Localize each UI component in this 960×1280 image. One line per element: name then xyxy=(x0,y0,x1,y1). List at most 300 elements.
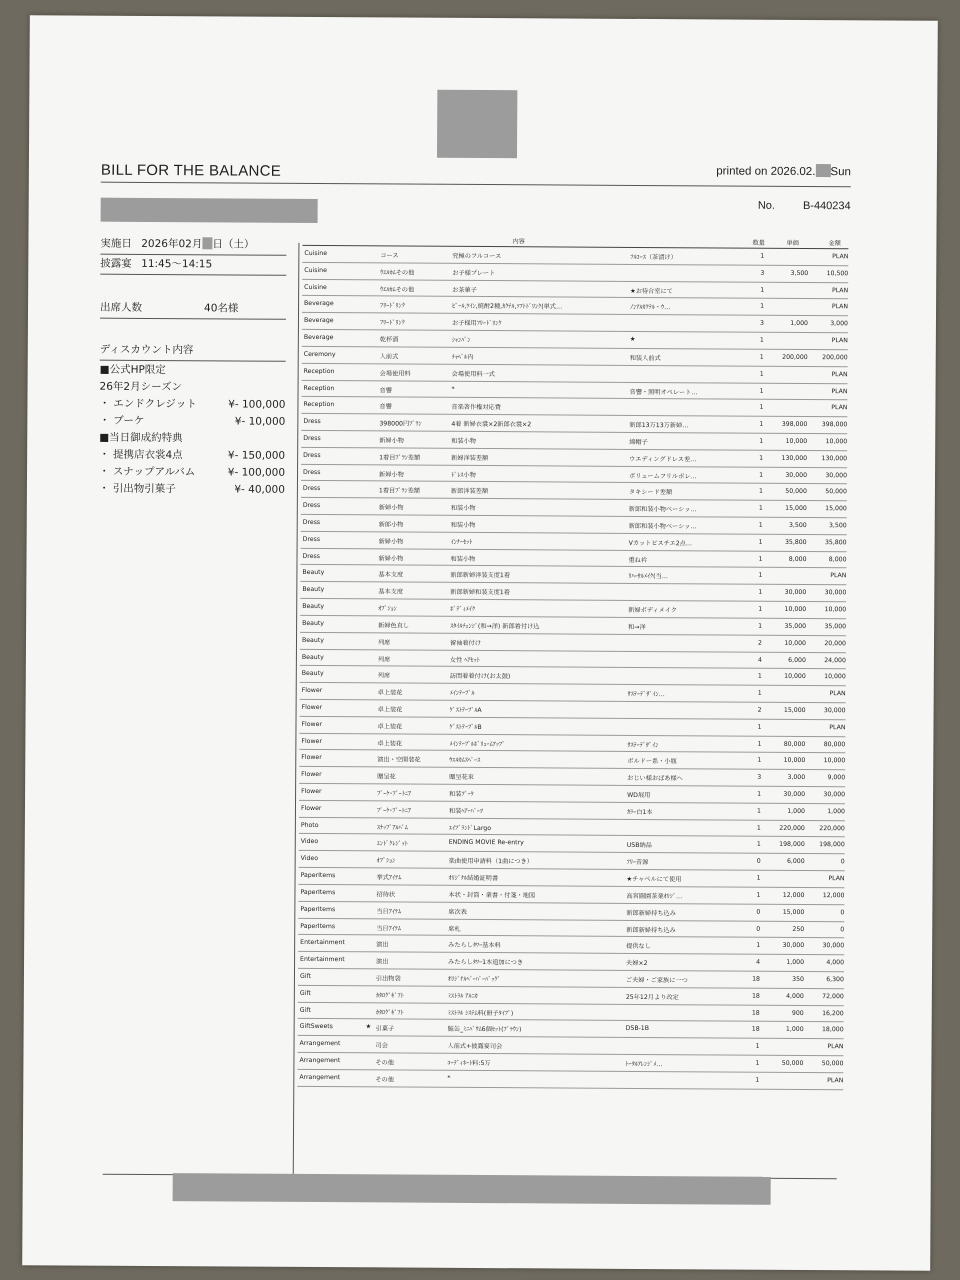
row-category: Reception xyxy=(303,401,335,409)
discount-value: ¥- 100,000 xyxy=(227,466,286,479)
row-unit-price: 30,000 xyxy=(785,471,808,479)
row-amount: PLAN xyxy=(829,723,846,731)
row-quantity: 3 xyxy=(757,773,762,781)
row-quantity: 1 xyxy=(756,874,761,882)
row-amount: 200,000 xyxy=(822,353,848,362)
guests-row xyxy=(100,300,286,318)
event-date-suffix: 日（土） xyxy=(212,238,255,251)
row-quantity: 1 xyxy=(758,504,763,512)
row-category: Entertainment xyxy=(300,939,345,947)
row-amount: 6,300 xyxy=(826,976,844,984)
row-note xyxy=(628,723,748,724)
row-description: みたらしﾀﾜｰ基本料 xyxy=(448,942,501,950)
row-item: 挙式ｱｲﾃﾑ xyxy=(376,874,402,882)
row-description: ENDING MOVIE Re-entry xyxy=(448,839,524,847)
row-description: * xyxy=(451,385,455,393)
row-quantity: 1 xyxy=(758,622,763,630)
row-note xyxy=(628,672,748,673)
row-item: その他 xyxy=(375,1059,395,1067)
row-description: ﾎﾞﾃﾞｨﾒｲｸ xyxy=(450,605,475,614)
row-note xyxy=(628,706,748,707)
row-description: 新郎新婦和装支度1着 xyxy=(450,589,510,597)
discount-item xyxy=(100,379,286,397)
row-amount: 24,000 xyxy=(824,656,846,664)
row-unit-price: 30,000 xyxy=(783,790,806,798)
bill-number xyxy=(758,200,851,213)
row-quantity: 1 xyxy=(755,1076,760,1084)
redacted-logo xyxy=(437,90,517,158)
row-item: 新婦小物 xyxy=(378,504,404,512)
row-note: WD展用 xyxy=(627,791,651,800)
row-note: ★チャペルにて使用 xyxy=(626,875,682,884)
row-description: 音楽著作権対応費 xyxy=(451,404,501,412)
event-date-label: 実施日 xyxy=(100,237,132,250)
row-item: 司会 xyxy=(375,1042,388,1050)
row-quantity: 1 xyxy=(756,891,761,899)
row-description: お茶菓子 xyxy=(452,286,477,294)
row-item: 演出 xyxy=(376,958,389,966)
row-unit-price: 220,000 xyxy=(779,824,805,832)
header-amt: 金額 xyxy=(828,240,841,248)
row-unit-price: 30,000 xyxy=(784,589,807,597)
row-note: 綿帽子 xyxy=(629,438,648,446)
row-unit-price: 1,000 xyxy=(785,1026,804,1034)
row-item: 新婦小物 xyxy=(378,555,404,563)
row-item: 当日ｱｲﾃﾑ xyxy=(376,924,402,933)
row-amount: 0 xyxy=(840,925,845,933)
row-category: Arrangement xyxy=(299,1040,341,1048)
row-category: Entertainment xyxy=(300,956,345,964)
row-amount: 10,000 xyxy=(824,673,846,681)
row-amount: 50,000 xyxy=(825,488,847,496)
row-category: Photo xyxy=(300,821,319,829)
row-item: ｶﾀﾛｸﾞｷﾞﾌﾄ xyxy=(375,1008,404,1017)
row-note: ﾌﾘｰ音源 xyxy=(626,859,649,867)
row-amount: 220,000 xyxy=(819,824,845,832)
row-unit-price: 900 xyxy=(791,1009,804,1017)
row-amount: 35,800 xyxy=(824,538,847,547)
row-unit-price: 6,000 xyxy=(786,858,805,866)
discount-value: ¥- 10,000 xyxy=(234,415,286,428)
row-unit-price: 8,000 xyxy=(788,555,807,563)
row-category: Flower xyxy=(300,804,322,812)
row-amount: 198,000 xyxy=(819,841,845,849)
row-category: Beverage xyxy=(303,317,334,325)
row-unit-price: 10,000 xyxy=(785,437,808,445)
row-description: 訪問着着付け(お太鼓) xyxy=(449,673,511,681)
row-note: ﾌﾙｺｰｽ（茶漬け） xyxy=(630,253,677,262)
row-amount: PLAN xyxy=(831,337,848,345)
row-description: 本状・封筒・業書・付箋・地図 xyxy=(448,891,536,900)
discount-label: ・ 提携店衣裳4点 xyxy=(99,448,183,462)
row-quantity: 0 xyxy=(756,925,761,933)
row-category: Beauty xyxy=(302,619,324,627)
row-amount: 0 xyxy=(840,908,845,916)
redacted-customer-name xyxy=(101,198,318,223)
row-item: 卓上装花 xyxy=(377,723,403,731)
row-amount: PLAN xyxy=(831,404,848,412)
row-unit-price: 6,000 xyxy=(788,656,806,664)
printed-suffix: Sun xyxy=(830,166,851,179)
row-quantity: 1 xyxy=(758,521,763,529)
row-item: コース xyxy=(380,252,399,260)
row-item: 列席 xyxy=(377,672,391,680)
event-date-row xyxy=(100,236,286,254)
row-category: Video xyxy=(300,855,319,863)
row-note xyxy=(625,1076,745,1077)
row-item: ｶﾀﾛｸﾞｷﾞﾌﾄ xyxy=(375,992,404,1000)
row-category: Gift xyxy=(299,972,311,980)
row-item: 基本支度 xyxy=(378,571,404,579)
row-description: ｹﾞｽﾄﾃｰﾌﾞﾙA xyxy=(449,706,482,714)
row-unit-price: 50,000 xyxy=(781,1059,804,1067)
redacted-day xyxy=(815,164,830,177)
row-category: Video xyxy=(300,838,319,846)
row-description: 女性 ﾍｱｾｯﾄ xyxy=(449,656,480,664)
discount-list xyxy=(99,362,286,499)
bill-title: BILL FOR THE BALANCE xyxy=(100,161,282,180)
row-note: 新郎和装小物ベーシッ… xyxy=(628,522,697,531)
row-item: その他 xyxy=(375,1076,394,1084)
row-amount: 30,000 xyxy=(824,589,847,597)
row-quantity: 1 xyxy=(758,538,763,546)
row-category: Flower xyxy=(301,687,323,695)
row-unit-price: 4,000 xyxy=(786,992,804,1000)
row-quantity: 1 xyxy=(760,286,765,294)
row-note: Vカットビスチエ2点… xyxy=(628,539,693,548)
row-description: 和装小物 xyxy=(450,555,476,563)
row-category: PaperItems xyxy=(300,888,336,896)
row-quantity: 1 xyxy=(759,420,764,428)
row-amount: PLAN xyxy=(828,875,845,883)
row-category: GiftSweets xyxy=(299,1023,333,1031)
row-item: 卓上装花 xyxy=(377,706,403,714)
row-amount: 1,000 xyxy=(827,807,845,816)
discount-label: ■当日御成約特典 xyxy=(99,431,183,445)
row-amount: 30,000 xyxy=(825,471,848,479)
row-category: Flower xyxy=(301,787,322,796)
row-note: 新郎和装小物ベーシッ… xyxy=(628,506,697,514)
row-description: 人前式+披露宴司会 xyxy=(447,1042,503,1051)
row-description: 新婦洋装差額 xyxy=(451,454,489,462)
row-description: みたらしﾀﾜｰ1本追加につき xyxy=(448,958,524,967)
row-category: Beauty xyxy=(301,636,324,644)
row-amount: PLAN xyxy=(827,1076,844,1085)
row-unit-price: 10,000 xyxy=(783,757,806,765)
row-category: Beauty xyxy=(302,569,325,577)
row-quantity: 1 xyxy=(757,673,762,681)
discount-label: 26年2月シーズン xyxy=(99,380,183,394)
header-rule xyxy=(101,182,851,188)
row-amount: 72,000 xyxy=(822,992,844,1000)
row-quantity: 1 xyxy=(758,555,763,563)
row-quantity: 1 xyxy=(760,252,765,260)
row-unit-price: 3,500 xyxy=(788,521,807,529)
row-category: Arrangement xyxy=(299,1073,341,1081)
row-category: Flower xyxy=(301,754,322,762)
row-category: Dress xyxy=(303,468,321,476)
row-note: USB納品 xyxy=(626,842,652,850)
row-item: 1着目ﾌﾟﾗﾝ差額 xyxy=(378,487,421,496)
row-description: ﾁｬﾍﾟﾙ内 xyxy=(451,353,474,361)
guests-label: 出席人数 xyxy=(100,301,143,314)
row-unit-price: 350 xyxy=(792,975,804,983)
row-amount: 35,000 xyxy=(824,622,847,631)
row-item: 新郎小物 xyxy=(378,521,404,529)
row-category: Dress xyxy=(303,418,321,426)
row-category: Beauty xyxy=(301,653,324,661)
row-unit-price: 130,000 xyxy=(781,454,808,462)
row-description: 新郎新婦洋装支度1着 xyxy=(450,572,511,580)
row-unit-price: 30,000 xyxy=(782,942,805,950)
row-item: ｳｴﾙｶﾑその他 xyxy=(380,269,415,277)
row-note: ご夫婦・ご家族に一つ xyxy=(625,976,688,985)
row-note xyxy=(628,588,748,589)
discount-item xyxy=(99,481,285,499)
discount-label: ・ スナップアルバム xyxy=(99,465,196,479)
row-mark: ★ xyxy=(365,1023,372,1031)
row-quantity: 1 xyxy=(757,807,762,815)
row-unit-price: 10,000 xyxy=(784,639,807,647)
row-item: 引菓子 xyxy=(375,1025,395,1033)
row-description: 新郎洋装差額 xyxy=(450,488,489,496)
summary-panel xyxy=(99,236,287,499)
row-unit-price: 15,000 xyxy=(785,505,807,513)
row-note: DSB-1B xyxy=(625,1025,650,1033)
row-category: Dress xyxy=(303,434,321,442)
row-description: 会場使用料一式 xyxy=(451,370,495,378)
row-item: 1着目ﾌﾟﾗﾝ差額 xyxy=(379,454,421,462)
row-category: Dress xyxy=(302,552,320,560)
row-amount: 16,200 xyxy=(822,1009,844,1017)
row-category: Gift xyxy=(299,989,311,997)
row-item: 招待状 xyxy=(376,891,396,899)
row-item: 当日ｱｲﾃﾑ xyxy=(376,908,402,916)
row-description: 4着 新婦衣裳×2新郎衣裳×2 xyxy=(451,420,532,429)
row-note: ウエディングドレス差… xyxy=(629,455,697,464)
row-description: ｵﾘｼﾞﾅﾙﾍﾟｰﾊﾟｰﾊﾞｯｸﾞ xyxy=(447,975,501,984)
row-quantity: 2 xyxy=(757,706,762,714)
row-amount: 50,000 xyxy=(821,1060,844,1068)
row-note xyxy=(626,1008,746,1009)
bill-paper xyxy=(22,15,938,1271)
row-note: 夫婦×2 xyxy=(626,960,648,968)
row-description: ｳｴﾙｶﾑｽﾍﾟｰｽ xyxy=(449,757,481,765)
printed-date xyxy=(716,163,851,178)
row-category: PaperItems xyxy=(300,905,336,913)
row-item: 人前式 xyxy=(379,353,399,361)
row-note: 25年12月より改定 xyxy=(625,993,679,1001)
row-quantity: 1 xyxy=(755,1042,760,1050)
row-note: 音響・照明オペレート… xyxy=(629,388,698,396)
row-amount: 20,000 xyxy=(824,639,847,647)
header-unit: 単価 xyxy=(786,239,799,247)
row-note xyxy=(628,639,748,640)
row-amount: 10,000 xyxy=(825,438,848,446)
row-quantity: 1 xyxy=(758,488,763,496)
bill-number-label: No. xyxy=(757,199,775,212)
row-description: 席札 xyxy=(448,925,461,933)
bill-table xyxy=(297,233,848,1090)
row-description: ｲﾝﾅｰｾｯﾄ xyxy=(450,538,473,546)
row-amount: PLAN xyxy=(831,387,848,395)
discount-item xyxy=(99,413,285,431)
row-category: Dress xyxy=(302,535,321,543)
row-quantity: 2 xyxy=(758,639,763,647)
row-amount: 18,000 xyxy=(821,1026,844,1034)
row-category: Dress xyxy=(303,451,321,459)
row-description: 和装ﾍｱｰﾊﾟｰﾂ xyxy=(448,807,484,815)
row-unit-price: 15,000 xyxy=(782,908,805,916)
row-description: 和装小物 xyxy=(450,505,476,513)
row-category: Beverage xyxy=(304,300,334,308)
row-item: 新婦小物 xyxy=(379,470,404,479)
row-amount: PLAN xyxy=(831,303,849,311)
discount-value: ¥- 150,000 xyxy=(227,449,286,462)
row-item: 卓上装花 xyxy=(377,689,403,697)
row-unit-price: 35,000 xyxy=(784,622,807,630)
row-item: 演出・空間装花 xyxy=(377,756,421,765)
row-category: Reception xyxy=(303,384,335,392)
header-qty: 数量 xyxy=(752,239,765,247)
row-item: 引出物袋 xyxy=(375,975,401,983)
row-note xyxy=(630,269,750,270)
row-note: 和装人前式 xyxy=(629,354,661,362)
row-item: ﾌﾘｰﾄﾞﾘﾝｸ xyxy=(380,302,405,310)
row-description: ﾄﾞﾚｽ小物 xyxy=(451,471,476,479)
row-quantity: 1 xyxy=(760,303,765,311)
row-quantity: 4 xyxy=(757,656,762,664)
row-quantity: 1 xyxy=(757,723,762,731)
row-amount: 398,000 xyxy=(821,421,848,429)
row-category: PaperItems xyxy=(300,922,336,930)
row-amount: 4,000 xyxy=(826,959,845,967)
row-amount: PLAN xyxy=(829,690,846,698)
row-amount: 8,000 xyxy=(828,555,847,563)
row-note: 高宮圓園茶業ｵﾘｼﾞ… xyxy=(626,892,683,901)
row-quantity: 1 xyxy=(758,605,763,613)
row-note xyxy=(630,370,750,371)
row-unit-price: 198,000 xyxy=(779,841,805,849)
row-item: ｽﾅｯﾌﾟｱﾙﾊﾞﾑ xyxy=(376,823,408,832)
redacted-event-day xyxy=(202,237,212,249)
row-quantity: 4 xyxy=(756,958,761,966)
row-note: ﾘﾊｰｻﾙﾒｲｸ(当… xyxy=(628,573,668,581)
row-category: PaperItems xyxy=(300,871,336,880)
row-amount: PLAN xyxy=(831,286,849,294)
row-quantity: 1 xyxy=(758,572,763,580)
row-description: 和装小物 xyxy=(450,521,476,529)
row-unit-price: 200,000 xyxy=(782,353,808,361)
row-category: Dress xyxy=(302,502,321,510)
row-quantity: 3 xyxy=(760,269,765,277)
party-time: 11:45～14:15 xyxy=(141,257,213,271)
row-quantity: 1 xyxy=(756,824,761,832)
row-amount: 9,000 xyxy=(827,774,846,782)
event-date-prefix: 2026年02月 xyxy=(141,237,203,251)
discount-item xyxy=(99,464,285,482)
row-note: ｶﾗｰ白1本 xyxy=(626,808,653,816)
row-category: Arrangement xyxy=(299,1056,341,1065)
row-description: ｵﾘｼﾞﾅﾙ結婚証明書 xyxy=(448,874,499,883)
row-category: Beauty xyxy=(302,586,325,594)
row-quantity: 1 xyxy=(757,689,762,697)
row-category: Reception xyxy=(303,367,335,375)
row-description: 楽曲使用申請料（1曲につき） xyxy=(448,858,533,866)
discount-item xyxy=(99,430,285,448)
row-note: ｻｽﾃｰﾃﾞｻﾞｲﾝ xyxy=(627,741,659,749)
row-quantity: 1 xyxy=(756,841,761,849)
row-quantity: 1 xyxy=(759,353,764,361)
row-item: ｳｴﾙｶﾑその他 xyxy=(380,286,415,294)
row-quantity: 1 xyxy=(759,471,764,479)
row-description: ｽﾀｲﾙﾁｪﾝｼﾞ(和→洋) 新郎着付け込 xyxy=(450,622,540,631)
row-category: Beverage xyxy=(303,333,334,342)
printed-prefix: printed on 2026.02. xyxy=(716,165,816,179)
row-note xyxy=(628,655,748,656)
row-unit-price: 12,000 xyxy=(782,891,805,899)
row-unit-price: 80,000 xyxy=(783,740,806,748)
row-category: Beauty xyxy=(301,670,324,678)
row-note: 新郎新婦持ち込み xyxy=(626,909,676,917)
row-category: Cuisine xyxy=(304,266,327,274)
row-unit-price: 10,000 xyxy=(784,605,807,614)
row-note xyxy=(629,403,749,404)
row-item: ｵﾌﾟｼｮﾝ xyxy=(378,605,397,613)
row-item: 音響 xyxy=(379,386,392,394)
discount-label: ・ 引出物引菓子 xyxy=(98,482,176,496)
row-category: Flower xyxy=(301,720,323,728)
row-category: Beauty xyxy=(302,602,325,611)
redacted-footer xyxy=(173,1173,771,1205)
guests-value: 40名様 xyxy=(204,302,239,315)
row-unit-price: 3,000 xyxy=(787,774,806,782)
row-category: Cuisine xyxy=(304,283,327,291)
row-description: ﾐｽﾄﾗﾙ ｼｽﾃﾑ料(冊子ﾀｲﾌﾟ) xyxy=(447,1009,514,1017)
row-description: ﾐｽﾄﾗﾙ ｱﾙﾆｶ xyxy=(447,992,478,1000)
row-description: 鮭缶_ﾐﾆﾊﾞｳﾑ6個ｾｯﾄ(ﾌﾞﾗｳﾝ) xyxy=(447,1026,522,1034)
table-row xyxy=(297,1070,843,1090)
row-unit-price: 1,000 xyxy=(787,807,805,815)
row-quantity: 0 xyxy=(756,857,761,865)
discount-item xyxy=(99,396,285,414)
row-amount: 15,000 xyxy=(825,505,847,513)
row-note: 和→洋 xyxy=(628,623,646,631)
row-amount: PLAN xyxy=(827,1043,844,1051)
row-quantity: 18 xyxy=(752,975,760,983)
row-unit-price: 3,500 xyxy=(790,269,809,277)
row-description: お子様用ﾌﾘｰﾄﾞﾘﾝｸ xyxy=(451,320,502,328)
row-item: 新婦小物 xyxy=(378,538,404,546)
row-quantity: 1 xyxy=(759,437,764,445)
row-item: 基本支度 xyxy=(378,588,404,596)
row-item: ﾌﾞｰｹ･ﾌﾞｰﾄﾆｱ xyxy=(377,790,412,798)
row-description: 贈呈花束 xyxy=(449,774,474,782)
row-category: Flower xyxy=(301,771,322,779)
row-amount: 30,000 xyxy=(823,791,846,799)
row-note: ﾉﾝｱﾙｶｸﾃﾙ・ｳ… xyxy=(630,304,671,312)
discount-label: ・ ブーケ xyxy=(99,414,145,427)
row-unit-price: 35,800 xyxy=(784,538,807,546)
row-note xyxy=(630,319,750,320)
row-description: ｴｲﾌﾞﾗﾝﾄﾞLargo xyxy=(448,824,492,832)
row-unit-price: 10,000 xyxy=(784,673,806,681)
row-note: ボルドー系・小瓶 xyxy=(627,758,677,766)
row-description: 和装小物 xyxy=(451,437,477,445)
row-item: ﾌﾘｰﾄﾞﾘﾝｸ xyxy=(379,319,405,327)
row-amount: 12,000 xyxy=(822,891,845,900)
row-amount: 3,000 xyxy=(830,320,848,328)
